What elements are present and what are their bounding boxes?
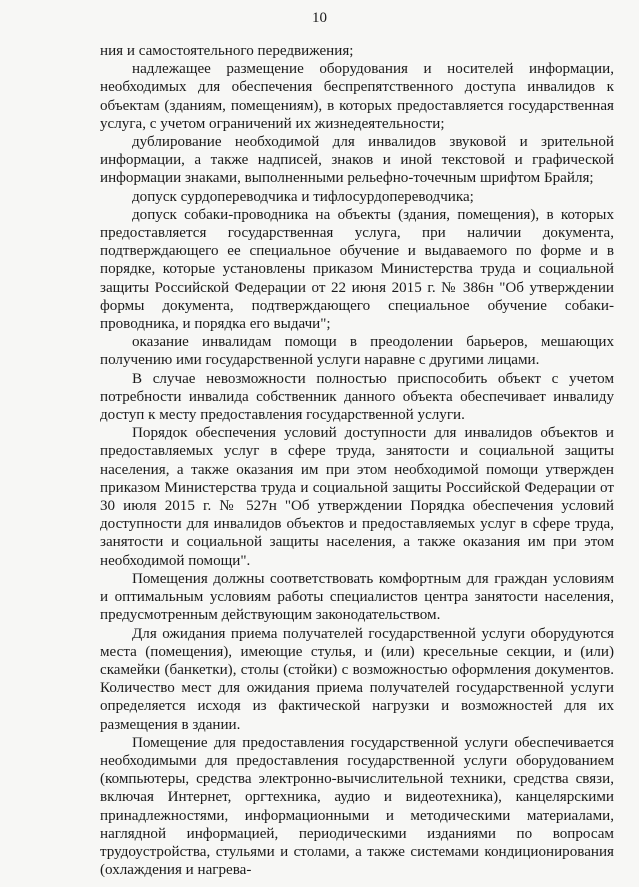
paragraph: В случае невозможности полностью приспособить объект с учетом потребности инвалида собственник данного объекта обеспечивает инвалиду доступ к месту предоставления государственной услуги. — [100, 370, 614, 424]
paragraph: надлежащее размещение оборудования и носителей информации, необходимых для обеспечения беспрепятственного доступа инвалидов к объектам (зданиям, помещениям), в которых предоставляется государственная услуга, с учетом ограничений их жизнедеятельности; — [100, 61, 614, 132]
paragraph-continued: ния и самостоятельного передвижения; — [100, 43, 354, 59]
paragraph: Порядок обеспечения условий доступности для инвалидов объектов и предоставляемых услуг в сфере труда, занятости и социальной защиты населения, а также оказания им при этом необходимой помощи утвержден приказом Министерства труда и социальной защиты Российской Федерации от 30 июля 2015 г. № 527н "Об утверждении Порядка обеспечения условий доступности для инвалидов объектов и предоставляемых услуг в сфере труда, занятости и социальной защиты населения, а также оказания им при этом необходимой помощи". — [100, 425, 614, 569]
paragraph: Помещение для предоставления государственной услуги обеспечивается необходимыми для предоставления государственной услуги оборудованием (компьютеры, средства электронно-вычислительной техники, средства связи, включая Интернет, оргтехника, аудио и видеотехника), канцелярскими принадлежностями, информационными и методическими материалами, наглядной информацией, периодическими изданиями по вопросам трудоустройства, стульями и столами, а также системами кондиционирования (охлаждения и нагрева- — [100, 734, 614, 879]
paragraph: Помещения должны соответствовать комфортным для граждан условиям и оптимальным условиям работы специалистов центра занятости населения, предусмотренным действующим законодательством. — [100, 570, 614, 624]
page-number: 10 — [312, 10, 327, 26]
paragraph: допуск собаки-проводника на объекты (здания, помещения), в которых предоставляется государственная услуга, при наличии документа, подтверждающего ее специальное обучение и выдаваемого по форме и в порядке, которые установлены приказом Министерства труда и социальной защиты Российской Федерации от 22 июня 2015 г. № 386н "Об утверждении формы документа, подтверждающего специальное обучение собаки-проводника, и порядка его выдачи"; — [100, 206, 614, 333]
paragraph: оказание инвалидам помощи в преодолении барьеров, мешающих получению ими государственной услуги наравне с другими лицами. — [100, 334, 614, 369]
paragraph: Для ожидания приема получателей государственной услуги оборудуются места (помещения), имеющие стулья, и (или) кресельные секции, и (или) скамейки (банкетки), столы (стойки) с возможностью оформления документов. Количество мест для ожидания приема получателей государственной услуги определяется исходя из фактической нагрузки и возможностей для их размещения в здании. — [100, 625, 614, 733]
paragraph: дублирование необходимой для инвалидов звуковой и зрительной информации, а также надписей, знаков и иной текстовой и графической информации знаками, выполненными рельефно-точечным шрифтом Брайля; — [100, 134, 614, 187]
paragraph: допуск сурдопереводчика и тифлосурдопереводчика; — [132, 188, 474, 205]
body-text — [100, 42, 614, 879]
